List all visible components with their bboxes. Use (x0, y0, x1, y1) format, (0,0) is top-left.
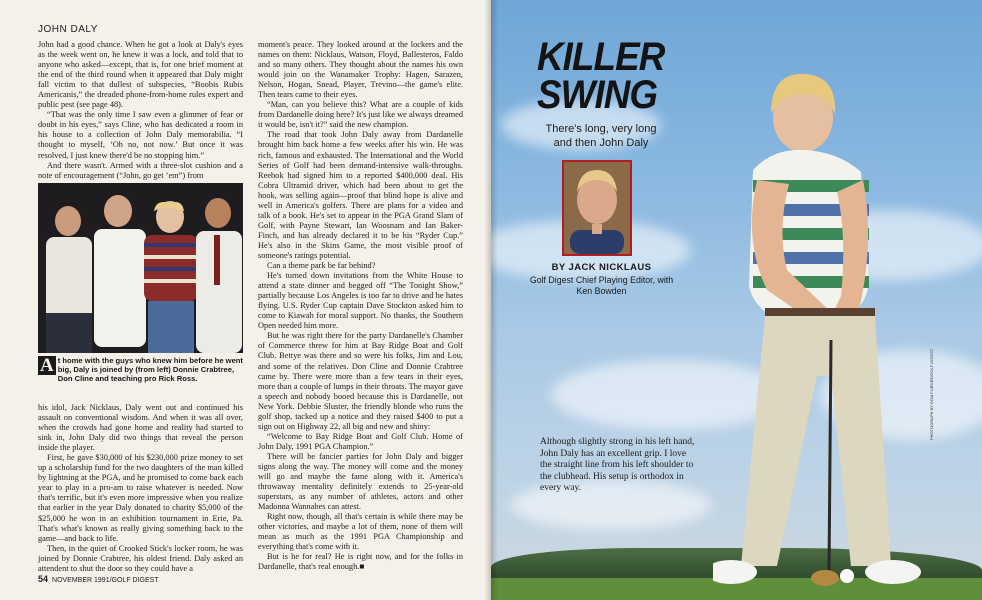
group-photo-illustration (38, 183, 243, 353)
golfer-illustration (713, 70, 943, 590)
paragraph: moment's peace. They looked around at the lockers and the names on them: Nicklaus, Watson, Floyd, Ballesteros, Faldo and so many others. They thought about the names his own would join on the Wanamaker Trophy: Hagen, Sarazen, Nelson, Hogan, Snead, Player, Trevino—the game's elite. Then tears came to their eyes. (258, 40, 463, 100)
paragraph: First, he gave $30,000 of his $230,000 prize money to set up a scholarship fund for the two daughters of the man killed by lightning at the PGA, and he promised to come back each year to play in a pro-am to raise whatever is needed. Now that's terrific, but it's even more impressive when you realize that earlier in the year Daly donated to charity $5,000 of the $25,000 he won in an exhibition tournament in Erie, Pa. That's what's known as really giving something back to the game—and back to life. (38, 453, 243, 543)
paragraph: Right now, though, all that's certain is while there may be other victories, and maybe a lot of them, none of them will mean as much as the 1991 PGA Championship and everything that's come with it. (258, 512, 463, 552)
article-column-1-top (38, 40, 243, 181)
paragraph: his idol, Jack Nicklaus, Daly went out and continued his assault on conventional wisdom. And when it was all over, when the crowds had gone home and reality had started to sink in, John Daly did two things that reveal the person inside the player. (38, 403, 243, 453)
headline-line-2: SWING (537, 73, 658, 117)
paragraph: There will be fancier parties for John Daly and bigger signs along the way. The money will come and the money will go and maybe the fame along with it. America's throwaway mentality definitely extends to 25-year-old superstars, as any number of athletes, actors and other Madonna Wannabes can attest. (258, 451, 463, 512)
article-column-2 (258, 40, 463, 572)
running-head: JOHN DALY (38, 24, 98, 35)
caption-text: t home with the guys who knew him before he went big, Daly is joined by (from left) Donnie Crabtree, Don Cline and teaching pro Rick Ross. (57, 356, 243, 384)
golfer-photo (713, 70, 943, 590)
paragraph: But he was right there for the party Dardanelle's Chamber of Commerce threw for him at Bay Ridge Boat and Golf Club. Bettye was there and so were his folks, Jim and Lou, and some of the relatives. Don Cline and Donnie Crabtree came by. There were more than a few tears in their eyes, more than a couple of lumps in their throats. The mayor gave a speech and nobody booed because this is Dardanelle, not New York. Debbie Sluster, the friendly blonde who runs the golf shop, tacked up a notice and they raised $400 to put a sign out on Highway 22, all big and new and shiny: (258, 331, 463, 431)
page-folio (38, 574, 159, 584)
page-number: 54 (38, 574, 49, 584)
paragraph: “Man, can you believe this? What are a couple of kids from Dardanelle doing here? It's just like we always dreamed it would be, isn't it?” said the new champion. (258, 100, 463, 130)
headline (537, 35, 665, 117)
byline-author: BY JACK NICKLAUS (551, 262, 652, 273)
paragraph: “That was the only time I saw even a glimmer of fear or doubt in his eyes,” says Cline, who has dedicated a room in his house to a collection of John Daly memorabilia. “I thought to myself, ‘Oh no, not now.’ But once it was resolved, I just knew there'd be no stopping him.” (38, 110, 243, 160)
right-page (491, 0, 982, 600)
author-portrait (562, 160, 632, 256)
byline-role: Golf Digest Chief Playing Editor, with Ken Bowden (529, 275, 674, 296)
spine-gutter (484, 0, 498, 600)
photo-credit: PHOTOGRAPH BY DOM FURORE/GOLF DIGEST (929, 348, 934, 440)
caption-dropcap: A (40, 355, 54, 376)
author-portrait-illustration (564, 162, 630, 254)
headline-line-1: KILLER (537, 35, 665, 79)
paragraph: Then, in the quiet of Crooked Stick's locker room, he was joined by Donnie Crabtree, his oldest friend. Daly asked an attendent to shut the door so they could have a (38, 543, 243, 573)
paragraph: He's turned down invitations from the White House to attend a state dinner and begged off “The Tonight Show,” partially because Los Angeles is too far to drive and he hates flying. U.S. Ryder Cup captain Dave Stockton asked him to come to Kiawah for moral support. No thanks, the Southern Open needed him more. (258, 271, 463, 331)
group-photo (38, 183, 243, 353)
swing-caption: Although slightly strong in his left hand, John Daly has an excellent grip. I love the straight line from his left shoulder to the clubhead. His setup is orthodox in every way. (540, 437, 695, 494)
paragraph: The road that took John Daly away from Dardanelle brought him back home a few weeks after his win. He was rich, famous and exhausted. The International and the World Series of Golf had been demand-intensive walk-throughs. Reebok had signed him to a reported $400,000 deal. His Cobra Ultramid driver, which had been about to get the hook, was selling again—proof that blind hope is alive and well in America's golfers. There are plans for a video and talk of a book. He's set to appear in the PGA Grand Slam of Golf, with Payne Stewart, Ian Woosnam and Ian Baker-Finch, and has already declared it to be his “Ryder Cup.” He's also in the Skins Game, the most visible proof of someone's ratings potential. (258, 130, 463, 260)
byline (529, 262, 674, 297)
photo-caption (38, 356, 243, 384)
paragraph: And there wasn't. Armed with a three-slot cushion and a note of encouragement (“John, go get ’em”) from (38, 160, 243, 180)
paragraph: John had a good chance. When he got a look at Daly's eyes as the week went on, he knew it was a lock, and told that to anyone who asked—except, that is, for one brief moment at the end of the third round when it appeared that Daly might fall victim to that dullest of subspecies, “Boobis Rubis Americanis,” the dreaded phone-from-home rules expert and public pest (see page 48). (38, 40, 243, 110)
paragraph: But is he for real? He is right now, and for the folks in Dardanelle, that's real enough.■ (258, 552, 463, 572)
deck: There's long, very long and then John Daly (545, 123, 657, 149)
paragraph: Can a theme park be far behind? (267, 261, 376, 271)
paragraph: “Welcome to Bay Ridge Boat and Golf Club. Home of John Daly, 1991 PGA Champion.” (258, 431, 463, 451)
folio-text: NOVEMBER 1991/GOLF DIGEST (52, 577, 159, 584)
article-column-1-bottom (38, 403, 243, 574)
